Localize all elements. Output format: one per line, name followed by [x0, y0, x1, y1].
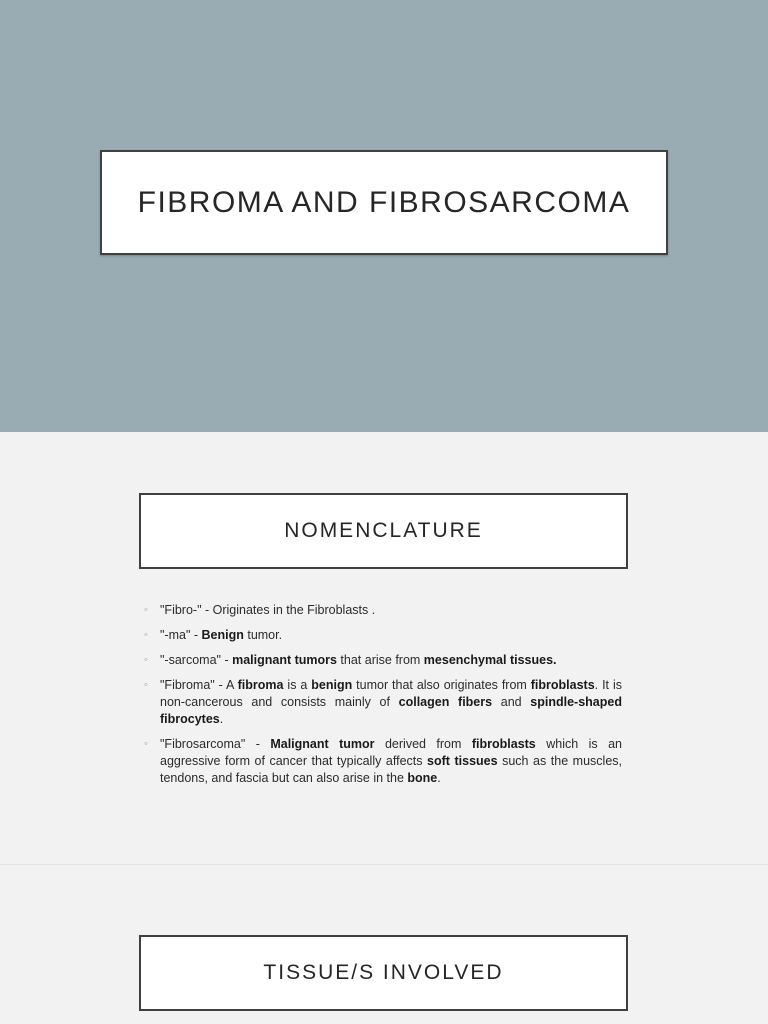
text: "Fibrosarcoma" -: [160, 737, 271, 751]
text: tumor.: [243, 628, 283, 642]
bold-text: benign: [311, 678, 353, 692]
list-item: [144, 677, 622, 728]
bold-text: fibroblasts: [471, 737, 536, 751]
list-item: [144, 652, 622, 669]
section-heading: NOMENCLATURE: [284, 519, 483, 542]
bold-text: fibroblasts: [530, 678, 595, 692]
bullet-marker: ◦: [144, 679, 148, 691]
bold-text: soft tissues: [427, 754, 498, 768]
text: "-ma" -: [160, 628, 202, 642]
text: tumor that also originates from: [352, 678, 531, 692]
text: . It is non-cancerous and consists mainly of: [160, 678, 622, 709]
text: "Fibroma" - A: [160, 678, 238, 692]
bullet-marker: ◦: [144, 738, 148, 750]
text: "-sarcoma" -: [160, 653, 233, 667]
bold-text: Benign: [201, 628, 244, 642]
title-box: [100, 150, 668, 255]
bullet-marker: ◦: [144, 604, 148, 616]
text: and: [492, 695, 531, 709]
bold-text: spindle-shaped fibrocytes: [160, 695, 622, 726]
text: derived from: [374, 737, 472, 751]
bold-text: mesenchymal tissues.: [423, 653, 557, 667]
title-slide: [0, 0, 768, 432]
text: "Fibro-" - Originates in the Fibroblasts .: [160, 603, 376, 617]
text: is a: [283, 678, 312, 692]
section-heading-box: [139, 935, 628, 1011]
list-item: [144, 736, 622, 787]
list-item: [144, 602, 622, 619]
text: .: [219, 712, 224, 726]
slide-title: FIBROMA AND FIBROSARCOMA: [137, 185, 631, 219]
text: which is an aggressive form of cancer that typically affects: [160, 737, 622, 768]
nomenclature-slide: [0, 432, 768, 865]
bold-text: malignant tumors: [232, 653, 337, 667]
section-heading-box: [139, 493, 628, 569]
bullet-list: [144, 602, 622, 795]
text: .: [437, 771, 441, 785]
bullet-marker: ◦: [144, 654, 148, 666]
bold-text: bone: [407, 771, 438, 785]
bold-text: Malignant tumor: [270, 737, 375, 751]
list-item: [144, 627, 622, 644]
tissues-slide: [0, 865, 768, 1024]
bullet-marker: ◦: [144, 629, 148, 641]
section-heading: TISSUE/S INVOLVED: [263, 961, 504, 984]
text: such as the muscles, tendons, and fascia but can also arise in the: [160, 754, 622, 785]
bold-text: collagen fibers: [398, 695, 493, 709]
text: that arise from: [336, 653, 424, 667]
bold-text: fibroma: [237, 678, 284, 692]
